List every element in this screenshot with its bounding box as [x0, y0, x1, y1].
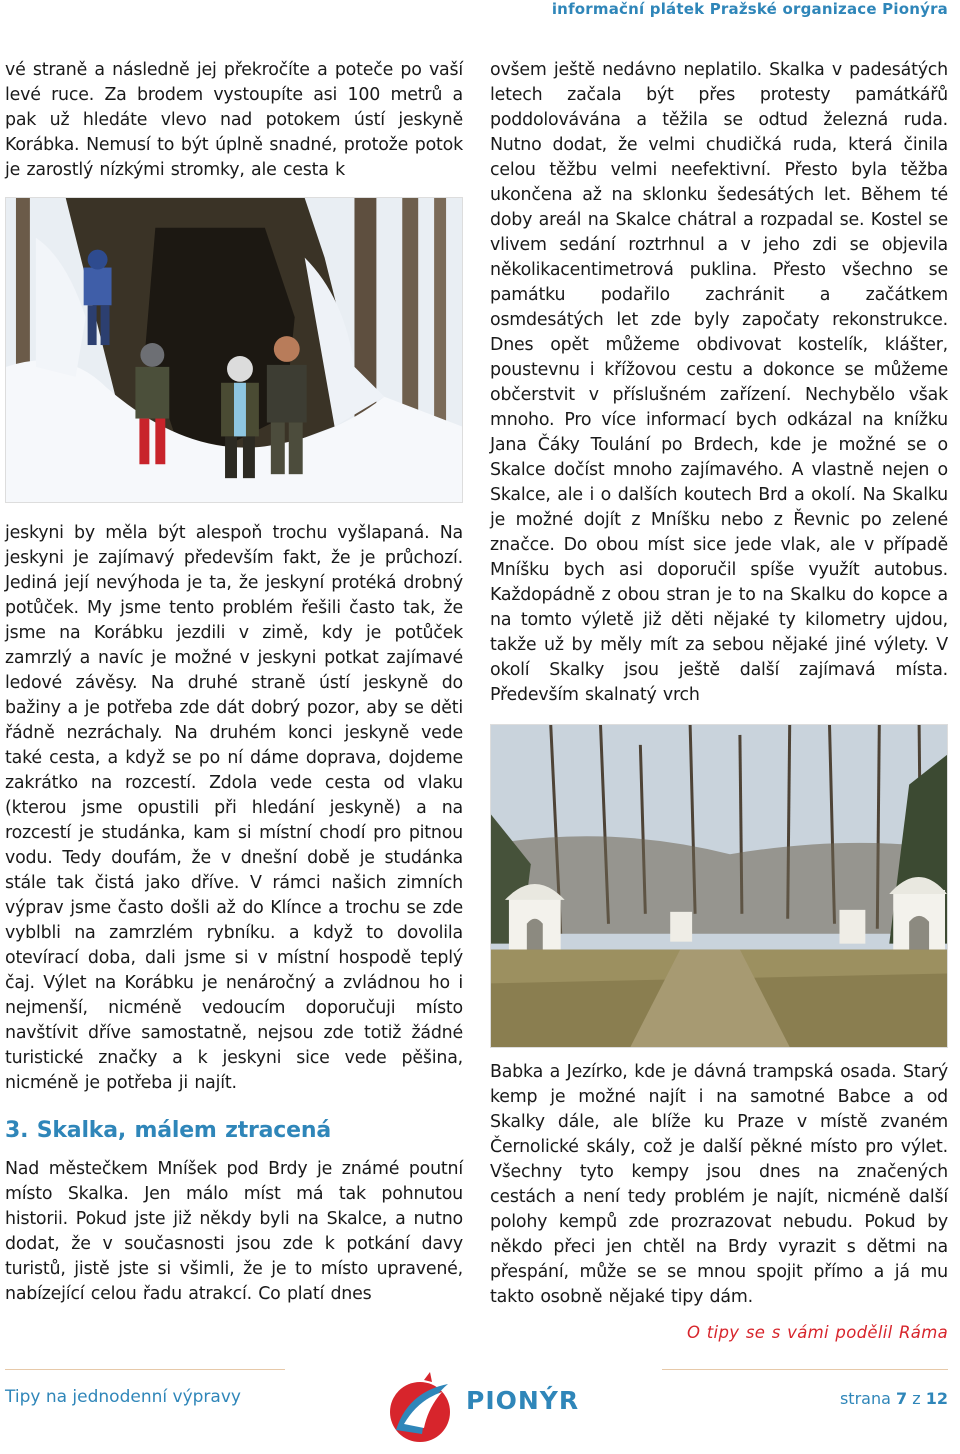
left-paragraph-1: vé straně a následně jej překročíte a poteče po vaší levé ruce. Za brodem vystoupíte asi 100 metrů a pak už hledáte vlevo nad potokem ústí jeskyně Korábka. Nemusí to být úplně snadné, protože potok je zarostlý nízkými stromky, ale cesta k [5, 60, 463, 180]
header-title: informační plátek Pražské organizace Pionýra [551, 0, 948, 18]
page-number [840, 1389, 948, 1408]
footer-section-title: Tipy na jednodenní výpravy [5, 1387, 241, 1407]
page-prefix: strana [839, 1389, 891, 1408]
skalka-photo [490, 724, 948, 1048]
footer-divider-right [662, 1369, 948, 1370]
left-paragraph-2: jeskyni by měla být alespoň trochu vyšlapaná. Na jeskyni je zajímavý především fakt, že je průchozí. Jediná její nevýhoda je ta, že jeskyní protéká drobný potůček. My jsme tento problém řešili často tak, že jsme na Korábku jezdili v zimě, kdy je potůček zamrzlý a navíc je možné v jeskyni potkat zajímavé ledové závěsy. Na druhé straně ústí jeskyně do bažiny a je potřeba zde dát dobrý pozor, aby se děti řádně nezráchaly. Na druhém konci jeskyně vede také cesta, a když se po ní dáme doprava, dojdeme zakrátko na rozcestí. Zdola vede cesta od vlaku (kterou jsme opustili při hledání jeskyně) a na rozcestí je studánka, kam si místní chodí pro pitnou vodu. Tedy doufám, že v dnešní době je studánka stále tak čistá jako dříve. V rámci našich zimních výprav jsme často došli až do Klínce a trochu se zde vyblbli na zamrzlém rybníku. a když to dovolila otevírací doba, dali jsme si v místní hospodě teplý čaj. Výlet na Korábku je nenáročný a zvládnou ho i nejmenší, nicméně vedoucím doporučuji místo navštívit dříve samostatně, nejsou zde totiž žádné turistické značky a k jeskyni sice vede pěšina, nicméně je potřeba ji najít. [5, 523, 463, 1093]
page-current: 7 [896, 1389, 908, 1408]
page-total: 12 [925, 1389, 948, 1408]
left-column [5, 58, 463, 1307]
author-signature: O tipy se s vámi podělil Ráma [686, 1323, 948, 1342]
section-heading: 3. Skalka, málem ztracená [5, 1118, 331, 1143]
cave-photo [5, 197, 463, 503]
page-separator: z [912, 1389, 921, 1408]
logo-wordmark: PIONÝR [466, 1386, 580, 1415]
footer-divider-left [5, 1369, 285, 1370]
pionyr-logo-icon [378, 1372, 464, 1452]
right-paragraph-2: Babka a Jezírko, kde je dávná trampská osada. Starý kemp je možné najít i na samotné Babce a od Skalky dále, ale blíže ku Praze v místě zvaném Černolické skály, což je další pěkné místo pro výlet. Všechny tyto kempy jsou dnes na značených cestách a není tedy problém je najít, nicméně další polohy kempů zde prozrazovat nebudu. Pokud by někdo přeci jen chtěl na Brdy vyrazit s dětmi na přespání, může se se mnou spojit přímo a já mu takto osobně nějaké tipy dám. [490, 1062, 948, 1307]
right-column [490, 58, 948, 1345]
pionyr-logo [378, 1372, 578, 1452]
right-paragraph-1: ovšem ještě nedávno neplatilo. Skalka v padesátých letech začala být přes protesty památkářů poddolovávána a těžila se odtud železná ruda. Nutno dodat, že velmi chudičká ruda, která činila celou těžbu velmi neefektivní. Přesto byla těžba ukončena až na sklonku šedesátých let. Během té doby areál na Skalce chátral a rozpadal se. Kostel se vlivem sedání roztrhnul a v jeho zdi se objevila několikacentimetrová puklina. Přesto všechno se památku podařilo zachránit a začátkem osmdesátých let zde byly započaty rekonstrukce. Dnes opět můžeme obdivovat kostelík, klášter, poustevnu i křížovou cestu a dokonce se můžeme občerstvit v příslušném zařízení. Nechybělo však mnoho. Pro více informací bych odkázal na knížku Jana Čáky Toulání po Brdech, kde je možné se o Skalce dočíst mnoho zajímavého. A vlastně nejen o Skalce, ale i o dalších koutech Brd a okolí. Na Skalku je možné dojít z Mníšku nebo z Řevnic po zelené značce. Do obou míst sice jede vlak, ale v případě Mníšku bych asi doporučil spíše využít autobus. Každopádně z obou stran je to na Skalku do kopce a na tomto výletě již děti nějaké ty kilometry ujdou, takže už by měly mít za sebou nějaké jiné výlety. V okolí Skalky jsou ještě další zajímavá místa. Především skalnatý vrch [490, 60, 948, 705]
left-paragraph-3: Nad městečkem Mníšek pod Brdy je známé poutní místo Skalka. Jen málo míst má tak pohnutou historii. Pokud jste již někdy byli na Skalce, a nutno dodat, že v současnosti jsou zde k potkání davy turistů, jistě jste si všimli, že je to místo upravené, nabízející celou řadu atrakcí. Co platí dnes [5, 1159, 463, 1304]
